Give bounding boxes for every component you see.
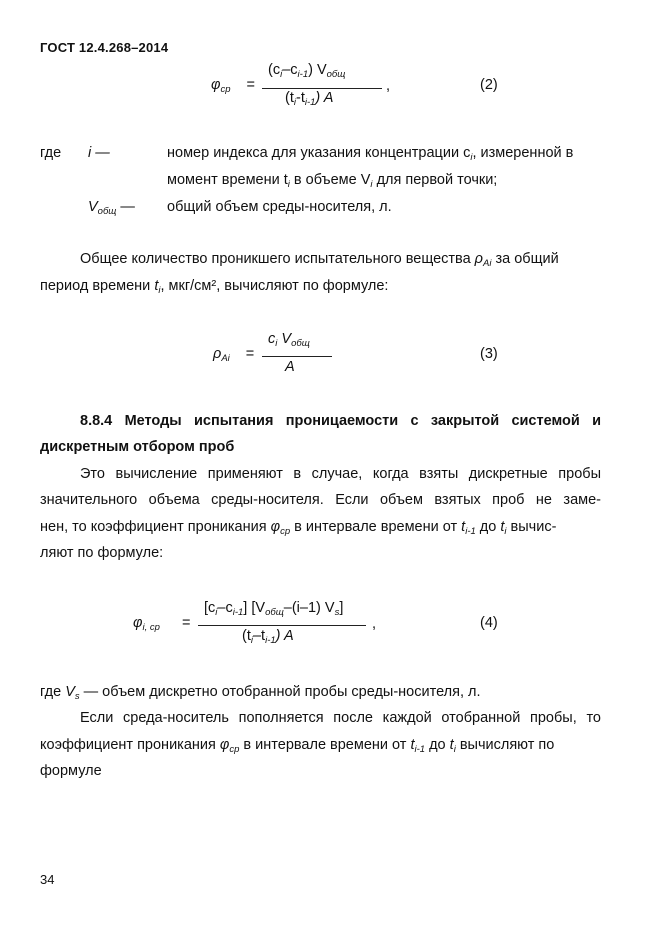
where-vs-definition: где $V_s$ — объем дискретно отобранной пробы среды-носителя, л. xyxy=(40,684,481,702)
formula-3-number: (3) xyxy=(480,346,498,362)
paragraph-2-line-3: нен, то коэффициент проникания $\varphi_{ср}$ в интервале времени от $t_{i-1}$ до $t_i$ вычис- xyxy=(40,519,557,537)
formula-2-lhs: $\varphi_{ср}$ = xyxy=(211,77,256,95)
section-heading-line-1: 8.8.4 Методы испытания проницаемости с закрытой системой и xyxy=(80,413,601,429)
formula-2-numerator: $(c_i-c_{i-1})$ $V_{общ}$ xyxy=(268,62,346,80)
formula-4-comma: , xyxy=(372,616,377,632)
term-v-general: $V_{общ}$ — xyxy=(88,199,135,217)
formula-3-lhs: $\rho_{Ai}$ = xyxy=(213,346,255,364)
formula-4-number: (4) xyxy=(480,615,498,631)
formula-2-denominator: $(t_i-t_{i-1})$ A xyxy=(285,90,334,108)
paragraph-1-line-1: Общее количество проникшего испытательного вещества $\rho_{Ai}$ за общий xyxy=(80,251,559,269)
definition-v-general: общий объем среды-носителя, л. xyxy=(167,199,392,215)
paragraph-3-line-2: коэффициент проникания $\varphi_{ср}$ в интервале времени от $t_{i-1}$ до $t_i$ вычисляют по xyxy=(40,737,555,755)
paragraph-2-line-1: Это вычисление применяют в случае, когда взяты дискретные пробы xyxy=(80,466,601,482)
section-heading-line-2: дискретным отбором проб xyxy=(40,439,235,455)
formula-3-denominator: A xyxy=(285,359,295,375)
formula-4-lhs: $\varphi_{i, ср}$ = xyxy=(133,615,191,633)
paragraph-1-line-2: период времени $t_i$, мкг/см², вычисляют по формуле: xyxy=(40,278,389,296)
paragraph-2-line-4: ляют по формуле: xyxy=(40,545,164,561)
paragraph-3-line-1: Если среда-носитель пополняется после каждой отобранной пробы, то xyxy=(80,710,601,726)
page-number: 34 xyxy=(40,872,55,887)
formula-3-numerator: $c_i$ $V_{общ}$ xyxy=(268,331,310,349)
formula-2-comma: , xyxy=(386,78,391,94)
document-code: ГОСТ 12.4.268–2014 xyxy=(40,40,169,55)
term-i: i — xyxy=(88,145,110,161)
where-label: где xyxy=(40,145,62,161)
formula-3-fraction-bar xyxy=(262,356,332,357)
paragraph-2-line-2: значительного объема среды-носителя. Если объем взятых проб не заме- xyxy=(40,492,601,508)
formula-2-number: (2) xyxy=(480,77,498,93)
formula-4-fraction-bar xyxy=(198,625,366,626)
formula-4-numerator: $[c_i-c_{i-1}]$ [$V_{общ}-(i-1)$ $V_s$] xyxy=(204,600,344,618)
definition-i-line-2: момент времени $t_i$ в объеме $V_i$ для первой точки; xyxy=(167,172,498,190)
definition-i-line-1: номер индекса для указания концентрации $c_i$, измеренной в xyxy=(167,145,574,163)
formula-4-denominator: $(t_i-t_{i-1})$ A xyxy=(242,628,294,646)
formula-2-fraction-bar xyxy=(262,88,382,89)
paragraph-3-line-3: формуле xyxy=(40,763,102,779)
